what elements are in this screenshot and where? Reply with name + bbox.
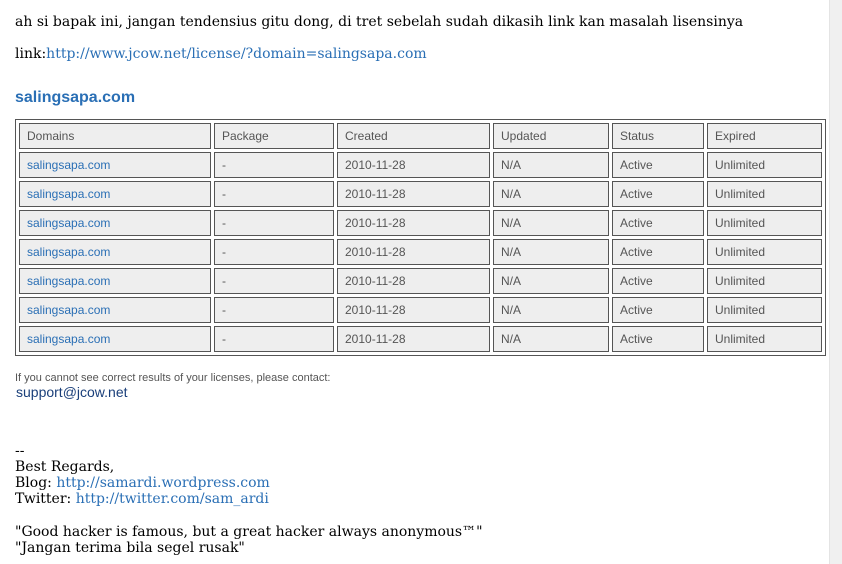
license-link-line bbox=[15, 46, 427, 62]
col-package: Package bbox=[214, 123, 334, 149]
package-cell: - bbox=[214, 326, 334, 352]
link-prefix: link: bbox=[15, 46, 47, 62]
table-row bbox=[19, 152, 822, 178]
table-row bbox=[19, 181, 822, 207]
signature-blog-line bbox=[15, 475, 270, 491]
table-row bbox=[19, 297, 822, 323]
updated-cell: N/A bbox=[493, 326, 609, 352]
created-cell: 2010-11-28 bbox=[337, 326, 490, 352]
updated-cell: N/A bbox=[493, 152, 609, 178]
blog-link[interactable]: http://samardi.wordpress.com bbox=[56, 475, 270, 491]
domain-cell[interactable]: salingsapa.com bbox=[19, 181, 211, 207]
signature-twitter-line bbox=[15, 491, 270, 507]
col-updated: Updated bbox=[493, 123, 609, 149]
signature-quote-2: "Jangan terima bila segel rusak" bbox=[15, 540, 245, 556]
expired-cell: Unlimited bbox=[707, 181, 822, 207]
updated-cell: N/A bbox=[493, 210, 609, 236]
post-intro-text: ah si bapak ini, jangan tendensius gitu dong, di tret sebelah sudah dikasih link kan masalah lisensinya bbox=[15, 14, 744, 30]
support-email: support@jcow.net bbox=[16, 384, 128, 400]
twitter-label: Twitter: bbox=[15, 491, 76, 507]
table-row bbox=[19, 210, 822, 236]
col-expired: Expired bbox=[707, 123, 822, 149]
created-cell: 2010-11-28 bbox=[337, 239, 490, 265]
package-cell: - bbox=[214, 239, 334, 265]
package-cell: - bbox=[214, 268, 334, 294]
domain-cell[interactable]: salingsapa.com bbox=[19, 239, 211, 265]
created-cell: 2010-11-28 bbox=[337, 181, 490, 207]
blog-label: Blog: bbox=[15, 475, 57, 491]
status-cell: Active bbox=[612, 181, 704, 207]
license-contact-note: If you cannot see correct results of your licenses, please contact: bbox=[15, 372, 331, 384]
col-domains: Domains bbox=[19, 123, 211, 149]
domain-cell[interactable]: salingsapa.com bbox=[19, 326, 211, 352]
updated-cell: N/A bbox=[493, 268, 609, 294]
created-cell: 2010-11-28 bbox=[337, 152, 490, 178]
col-status: Status bbox=[612, 123, 704, 149]
table-row bbox=[19, 326, 822, 352]
domain-cell[interactable]: salingsapa.com bbox=[19, 268, 211, 294]
status-cell: Active bbox=[612, 268, 704, 294]
signature-regards: Best Regards, bbox=[15, 459, 115, 475]
package-cell: - bbox=[214, 210, 334, 236]
signature-dash: -- bbox=[15, 443, 25, 459]
license-check-link[interactable]: http://www.jcow.net/license/?domain=salingsapa.com bbox=[46, 46, 427, 62]
license-table-header bbox=[19, 123, 822, 149]
package-cell: - bbox=[214, 152, 334, 178]
domain-cell[interactable]: salingsapa.com bbox=[19, 210, 211, 236]
domain-cell[interactable]: salingsapa.com bbox=[19, 297, 211, 323]
expired-cell: Unlimited bbox=[707, 210, 822, 236]
license-table bbox=[15, 119, 826, 356]
updated-cell: N/A bbox=[493, 297, 609, 323]
updated-cell: N/A bbox=[493, 181, 609, 207]
twitter-link[interactable]: http://twitter.com/sam_ardi bbox=[75, 491, 269, 507]
table-row bbox=[19, 268, 822, 294]
domain-cell[interactable]: salingsapa.com bbox=[19, 152, 211, 178]
status-cell: Active bbox=[612, 210, 704, 236]
status-cell: Active bbox=[612, 297, 704, 323]
status-cell: Active bbox=[612, 239, 704, 265]
signature-block bbox=[15, 443, 270, 507]
expired-cell: Unlimited bbox=[707, 268, 822, 294]
signature-quotes bbox=[15, 524, 483, 556]
expired-cell: Unlimited bbox=[707, 152, 822, 178]
created-cell: 2010-11-28 bbox=[337, 268, 490, 294]
created-cell: 2010-11-28 bbox=[337, 297, 490, 323]
updated-cell: N/A bbox=[493, 239, 609, 265]
status-cell: Active bbox=[612, 326, 704, 352]
vertical-scrollbar[interactable] bbox=[829, 0, 842, 564]
package-cell: - bbox=[214, 181, 334, 207]
signature-quote-1: "Good hacker is famous, but a great hacker always anonymous™" bbox=[15, 524, 483, 540]
created-cell: 2010-11-28 bbox=[337, 210, 490, 236]
expired-cell: Unlimited bbox=[707, 297, 822, 323]
expired-cell: Unlimited bbox=[707, 326, 822, 352]
col-created: Created bbox=[337, 123, 490, 149]
table-row bbox=[19, 239, 822, 265]
license-site-heading: salingsapa.com bbox=[15, 89, 136, 106]
status-cell: Active bbox=[612, 152, 704, 178]
package-cell: - bbox=[214, 297, 334, 323]
expired-cell: Unlimited bbox=[707, 239, 822, 265]
